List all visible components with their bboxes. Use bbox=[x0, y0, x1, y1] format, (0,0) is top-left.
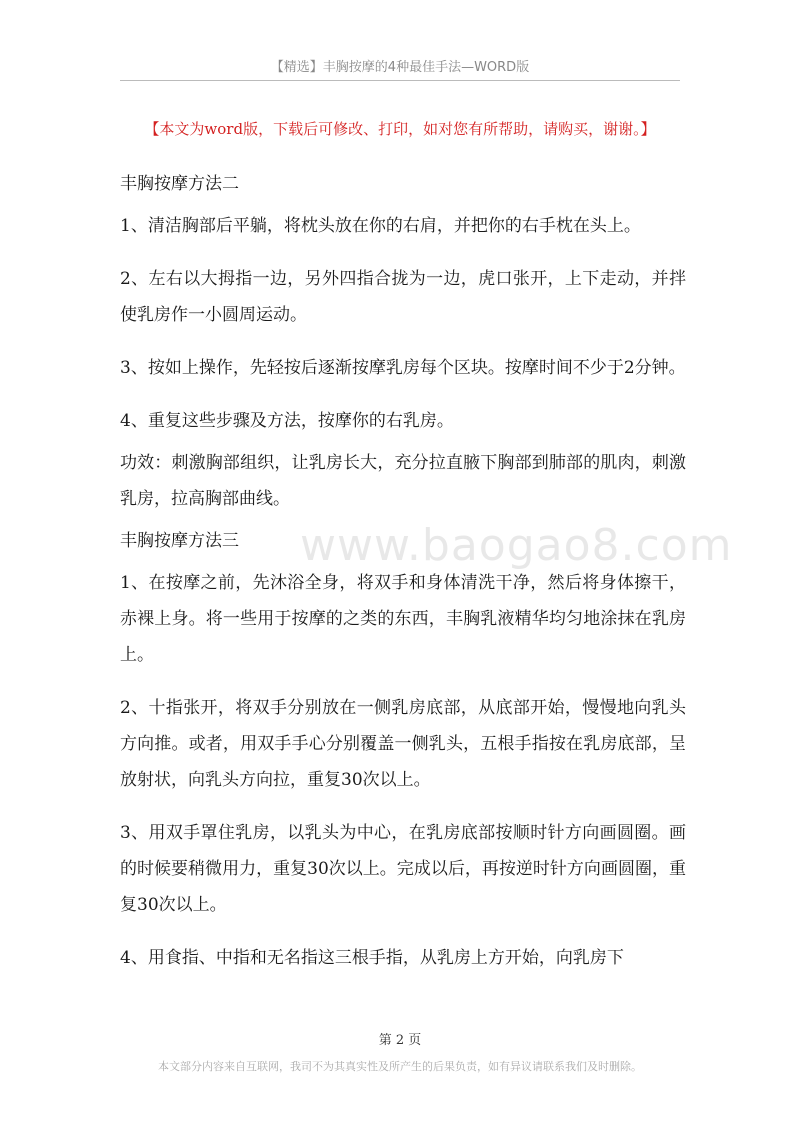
document-body bbox=[120, 166, 686, 993]
section-heading: 丰胸按摩方法二 bbox=[120, 174, 239, 194]
watermark: www.baogao8.com bbox=[300, 520, 733, 571]
header-divider bbox=[120, 80, 680, 81]
page-header: 【精选】丰胸按摩的4种最佳手法—WORD版 bbox=[270, 60, 530, 75]
footer-disclaimer: 本文部分内容来自互联网，我司不为其真实性及所产生的后果负责，如有异议请联系我们及时删除。 bbox=[158, 1060, 642, 1073]
purchase-notice: 【本文为word版，下载后可修改、打印，如对您有所帮助，请购买，谢谢。】 bbox=[144, 120, 656, 138]
paragraph: 4、用食指、中指和无名指这三根手指，从乳房上方开始，向乳房下 bbox=[120, 948, 624, 968]
page-number: 第 2 页 bbox=[378, 1033, 422, 1048]
paragraph: 1、在按摩之前，先沐浴全身，将双手和身体清洗干净，然后将身体擦干，赤裸上身。将一些用于按摩的之类的东西，丰胸乳液精华均匀地涂抹在乳房上。 bbox=[120, 573, 686, 665]
paragraph: 1、清洁胸部后平躺，将枕头放在你的右肩，并把你的右手枕在头上。 bbox=[120, 216, 641, 236]
paragraph: 3、按如上操作，先轻按后逐渐按摩乳房每个区块。按摩时间不少于2分钟。 bbox=[120, 358, 686, 378]
paragraph: 2、左右以大拇指一边，另外四指合拢为一边，虎口张开，上下走动，并拌使乳房作一小圆周运动。 bbox=[120, 269, 686, 325]
paragraph: 3、用双手罩住乳房，以乳头为中心，在乳房底部按顺时针方向画圆圈。画的时候要稍微用力，重复30次以上。完成以后，再按逆时针方向画圆圈，重复30次以上。 bbox=[120, 823, 686, 915]
paragraph: 2、十指张开，将双手分别放在一侧乳房底部，从底部开始，慢慢地向乳头方向推。或者，用双手手心分别覆盖一侧乳头，五根手指按在乳房底部，呈放射状，向乳头方向拉，重复30次以上。 bbox=[120, 698, 686, 790]
section-heading: 丰胸按摩方法三 bbox=[120, 531, 239, 551]
paragraph: 功效：刺激胸部组织，让乳房长大，充分拉直腋下胸部到肺部的肌肉，刺激乳房，拉高胸部曲线。 bbox=[120, 453, 686, 509]
paragraph: 4、重复这些步骤及方法，按摩你的右乳房。 bbox=[120, 411, 454, 431]
